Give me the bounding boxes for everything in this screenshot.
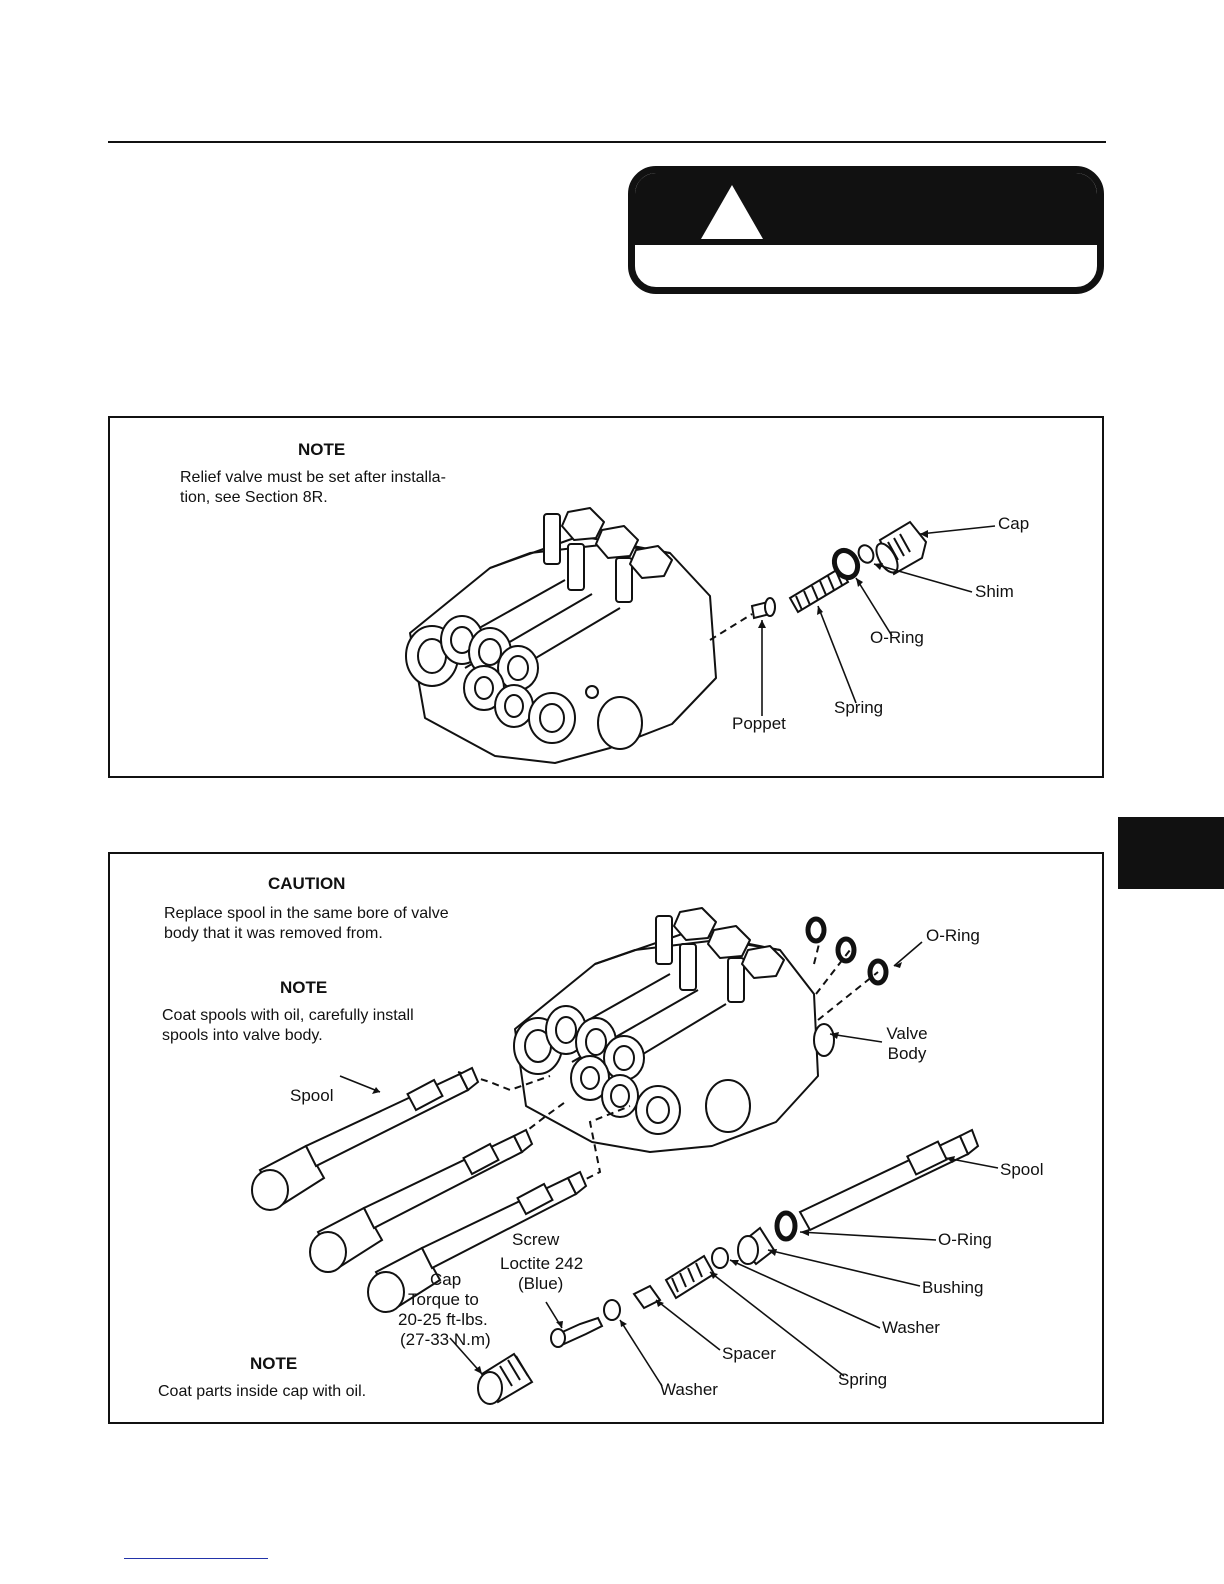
note-text: Relief valve must be set after installa- tion, see Section 8R. <box>180 469 446 506</box>
footer-link-underline <box>124 1558 268 1559</box>
spool-left-label: Spool <box>290 1086 334 1105</box>
valve-body-label: Valve Body <box>886 1024 928 1063</box>
warning-box <box>628 166 1104 294</box>
washer-left-label: Washer <box>660 1380 718 1399</box>
washer-right-label: Washer <box>882 1318 940 1337</box>
spool-right-label: Spool <box>1000 1160 1044 1179</box>
loctite-label: Loctite 242 <box>500 1254 584 1273</box>
caution-text: Replace spool in the same bore of valve body that it was removed from. <box>164 905 449 942</box>
warning-triangle-icon <box>697 181 767 241</box>
cap-torque-line2: 20-25 ft-lbs. <box>398 1310 488 1329</box>
header-rule <box>108 141 1106 143</box>
bushing-label: Bushing <box>922 1278 984 1297</box>
note-text-cap: Coat parts inside cap with oil. <box>158 1383 367 1400</box>
screw-label: Screw <box>512 1230 560 1249</box>
note-heading-cap: NOTE <box>250 1354 298 1373</box>
note-text-spools: Coat spools with oil, carefully install spools into valve body. <box>162 1007 414 1044</box>
spacer-label: Spacer <box>722 1344 776 1363</box>
cap-torque-line1: Torque to <box>408 1290 479 1309</box>
spring-label: Spring <box>834 698 884 717</box>
section-tab-marker <box>1118 817 1224 889</box>
poppet-label: Poppet <box>732 714 786 733</box>
cap-label: Cap <box>430 1270 462 1289</box>
loctite-color-label: (Blue) <box>518 1274 564 1293</box>
o-ring-top-label: O-Ring <box>926 926 980 945</box>
relief-valve-figure <box>108 416 1104 778</box>
o-ring-label: O-Ring <box>870 628 924 647</box>
spool-installation-figure <box>108 852 1104 1424</box>
cap-torque-line3: (27-33 N.m) <box>400 1330 491 1349</box>
note-heading-spools: NOTE <box>280 978 328 997</box>
caution-heading: CAUTION <box>268 874 346 893</box>
o-ring-right-label: O-Ring <box>938 1230 992 1249</box>
note-heading: NOTE <box>298 440 346 459</box>
spring-label: Spring <box>838 1370 888 1389</box>
cap-label: Cap <box>998 514 1030 533</box>
shim-label: Shim <box>975 582 1014 601</box>
